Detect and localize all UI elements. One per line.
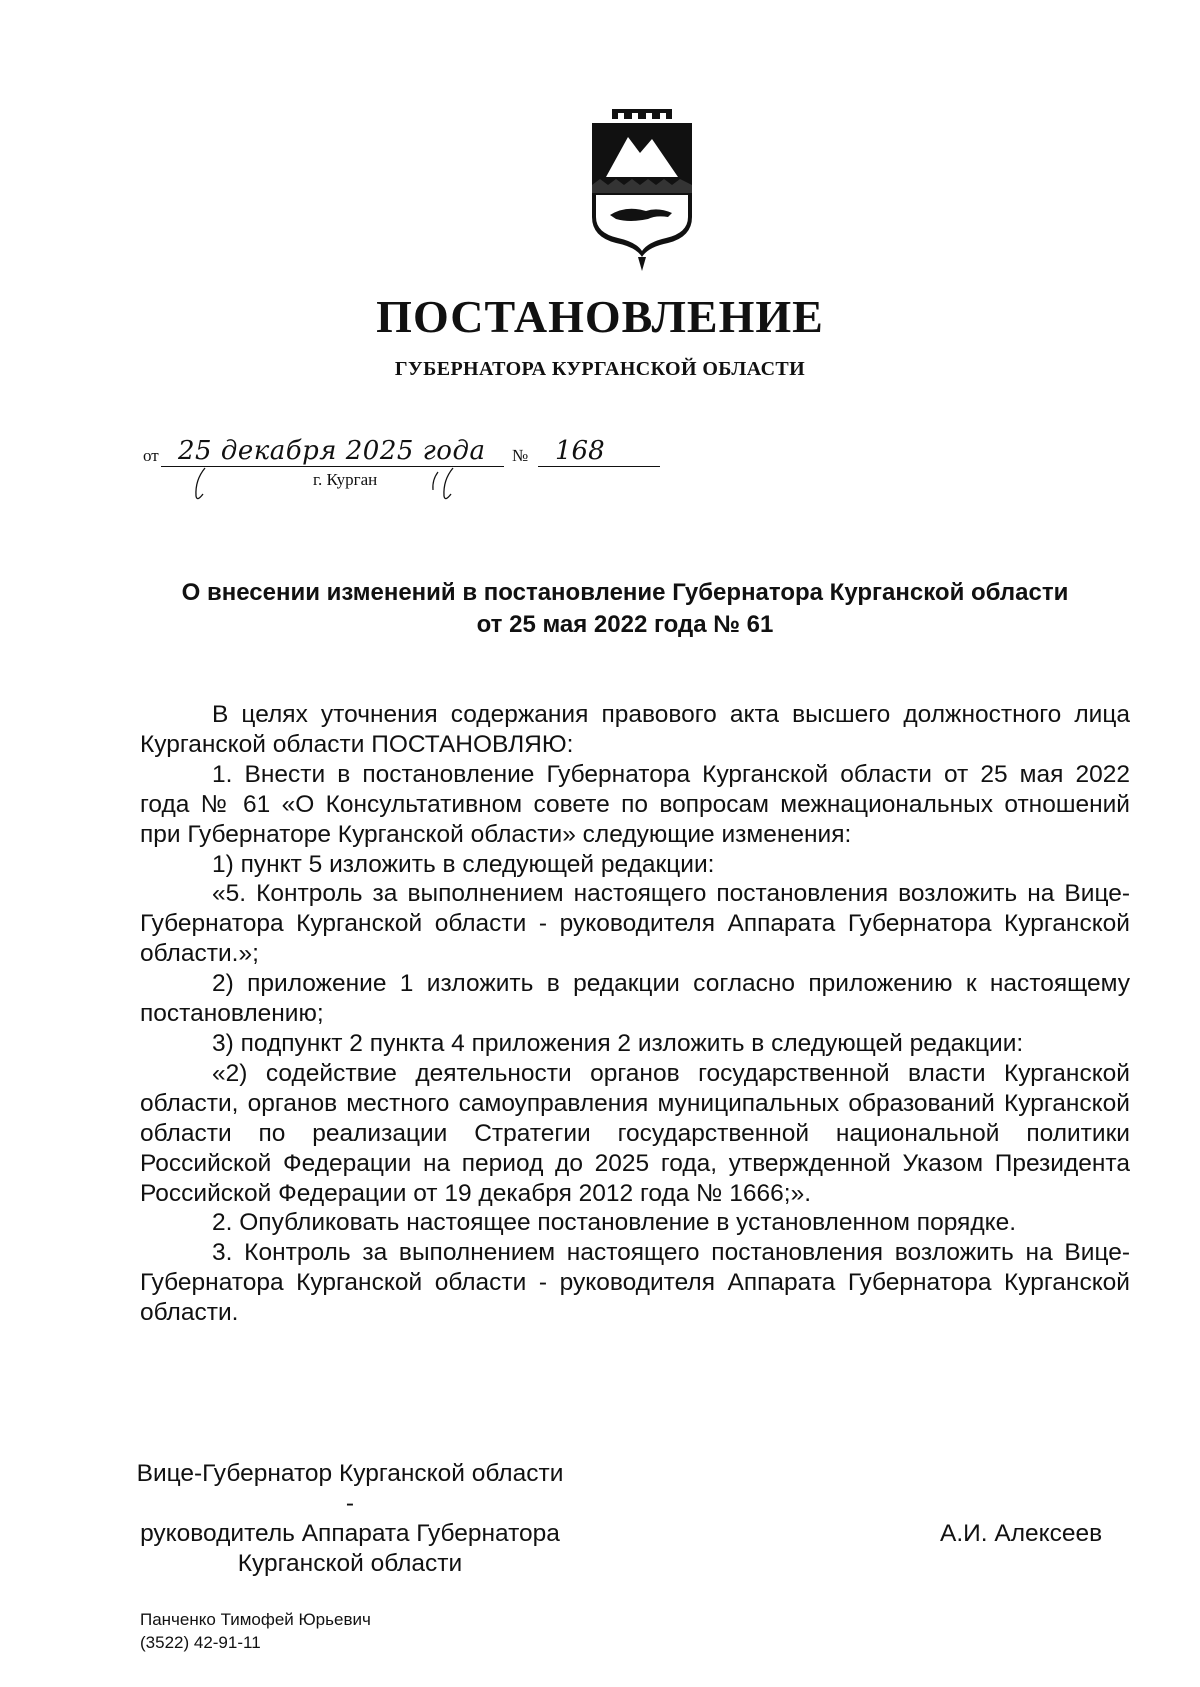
subject-line-2: от 25 мая 2022 года № 61 (476, 611, 774, 638)
handwriting-stroke-icon (430, 470, 440, 492)
body-paragraph: 1) пункт 5 изложить в следующей редакции: (212, 850, 715, 878)
date-prefix: от (143, 446, 159, 465)
body-paragraph: 2) приложение 1 изложить в редакции согласно приложению к настоящему постановлению; (140, 970, 1130, 1028)
body-paragraph: В целях уточнения содержания правового акта высшего должностного лица Курганской области ПОСТАНОВЛЯЮ: (140, 701, 1130, 758)
executor-phone: (3522) 42-91-11 (140, 1633, 261, 1652)
body-paragraph: 3) подпункт 2 пункта 4 приложения 2 изложить в следующей редакции: (212, 1029, 1024, 1057)
document-subject (130, 577, 1120, 641)
subject-line-1: О внесении изменений в постановление Губернатора Курганской области (181, 579, 1069, 606)
body-paragraph: 1. Внести в постановление Губернатора Курганской области от 25 мая 2022 года № 61 «О Консультативном совете по вопросам межнациональных отношений при Губернаторе Курганской области» следующие изменения: (140, 760, 1130, 848)
position-line: Вице-Губернатор Курганской области - (136, 1460, 564, 1517)
executor-name: Панченко Тимофей Юрьевич (140, 1610, 371, 1629)
handwritten-number: 168 (555, 436, 605, 466)
city-label: г. Курган (313, 470, 378, 489)
coat-of-arms-icon (586, 109, 698, 271)
position-line: Курганской области (237, 1550, 463, 1577)
handwritten-date: 25 декабря 2025 года (178, 436, 486, 466)
body-paragraph: 3. Контроль за выполнением настоящего постановления возложить на Вице-Губернатора Курганской области - руководителя Аппарата Губернатора Курганской области. (140, 1239, 1130, 1327)
number-sign: № (512, 446, 529, 465)
number-underline (538, 466, 660, 467)
body-paragraph: «2) содействие деятельности органов государственной власти Курганской области, органов местного самоуправления муниципальных образований Курганской области по реализации Стратегии государственной национальной политики Российской Федерации на период до 2025 года, утвержденной Указом Президента Российской Федерации от 19 декабря 2012 года № 1666;». (140, 1059, 1130, 1207)
signer-name: А.И. Алексеев (940, 1520, 1103, 1547)
document-type-title: ПОСТАНОВЛЕНИЕ (376, 291, 824, 342)
date-number-line (143, 436, 643, 496)
document-body (140, 700, 1130, 1328)
body-paragraph: 2. Опубликовать настоящее постановление в установленном порядке. (212, 1209, 1017, 1237)
coat-of-arms-emblem (586, 109, 698, 271)
body-paragraph: «5. Контроль за выполнением настоящего постановления возложить на Вице-Губернатора Курганской области - руководителя Аппарата Губернатора Курганской области.»; (140, 880, 1130, 968)
signatory-position (130, 1459, 570, 1579)
position-line: руководитель Аппарата Губернатора (140, 1520, 560, 1547)
executor-contact (140, 1608, 371, 1654)
handwriting-stroke-icon (193, 466, 207, 502)
issuer-heading: ГУБЕРНАТОРА КУРГАНСКОЙ ОБЛАСТИ (394, 358, 806, 380)
handwriting-stroke-icon (441, 466, 455, 502)
